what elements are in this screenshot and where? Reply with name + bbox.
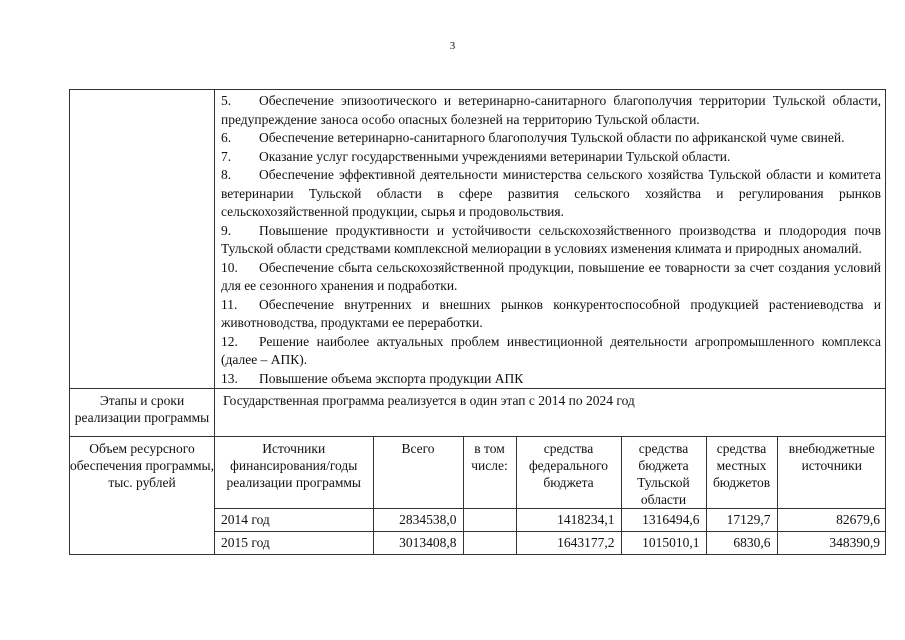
goal-number: 9. — [221, 222, 232, 238]
row-extra: 82679,6 — [777, 509, 886, 532]
goal-text: Обеспечение эпизоотического и ветеринарно-санитарного благополучия территории Тульской области, предупреждение заноса особо опасных болезней на территорию Тульской области. — [221, 93, 881, 127]
goal-text: Обеспечение сбыта сельскохозяйственной продукции, повышение ее товарности за счет создания условий для ее сезонного хранения и подработки. — [221, 259, 881, 293]
row-including — [463, 532, 516, 555]
goal-text: Оказание услуг государственными учреждениями ветеринарии Тульской области. — [259, 148, 731, 164]
header-source: Источники финансирования/годы реализации программы — [215, 437, 373, 509]
row-federal: 1643177,2 — [516, 532, 621, 555]
goal-number: 7. — [221, 148, 232, 164]
row-extra: 348390,9 — [777, 532, 886, 555]
goal-number: 11. — [221, 296, 238, 312]
resources-row — [70, 437, 886, 555]
goal-text: Повышение продуктивности и устойчивости сельскохозяйственного производства и плодородия почв Тульской области средствами комплексной мелиорации в условиях изменения климата и природных аномалий. — [221, 222, 881, 256]
goal-number: 8. — [221, 167, 232, 182]
row-local: 6830,6 — [706, 532, 777, 555]
stages-text: Государственная программа реализуется в один этап с 2014 по 2024 год — [215, 389, 886, 437]
header-regional: средства бюджета Тульской области — [621, 437, 706, 509]
goal-number: 13. — [221, 370, 238, 386]
goals-label-cell — [70, 90, 215, 389]
table-row — [215, 532, 886, 555]
goal-text: Обеспечение эффективной деятельности министерства сельского хозяйства Тульской области и комитета ветеринарии Тульской области в сфере развития сельского хозяйства и регулирования рынков сельскохозяйственной продукции, сырья и продовольствия. — [221, 167, 881, 219]
row-local: 17129,7 — [706, 509, 777, 532]
stages-label: Этапы и сроки реализации программы — [70, 389, 215, 437]
goal-item — [221, 333, 881, 370]
goal-number: 10. — [221, 259, 238, 275]
goal-item — [221, 370, 881, 389]
table-row — [215, 509, 886, 532]
financing-cell — [215, 437, 886, 555]
goal-number: 6. — [221, 130, 232, 145]
header-federal: средства федерального бюджета — [516, 437, 621, 509]
row-regional: 1316494,6 — [621, 509, 706, 532]
row-including — [463, 509, 516, 532]
goal-text: Решение наиболее актуальных проблем инвестиционной деятельности агропромышленного комплекса (далее – АПК). — [221, 333, 881, 367]
goal-item — [221, 296, 881, 333]
resources-label: Объем ресурсного обеспечения программы, тыс. рублей — [70, 437, 215, 555]
header-including: в том числе: — [463, 437, 516, 509]
goal-text: Повышение объема экспорта продукции АПК — [259, 370, 524, 386]
row-year: 2014 год — [215, 509, 373, 532]
row-federal: 1418234,1 — [516, 509, 621, 532]
goals-cell — [215, 90, 886, 389]
goals-row — [70, 90, 886, 389]
financing-table — [215, 437, 886, 554]
goal-item — [221, 148, 881, 167]
page-number: 3 — [449, 40, 456, 52]
header-extra: внебюджетные источники — [777, 437, 886, 509]
row-regional: 1015010,1 — [621, 532, 706, 555]
goal-item — [221, 222, 881, 259]
program-passport-table — [69, 89, 886, 555]
row-year: 2015 год — [215, 532, 373, 555]
stages-row — [70, 389, 886, 437]
row-total: 2834538,0 — [373, 509, 463, 532]
goal-number: 5. — [221, 93, 232, 108]
goal-text: Обеспечение ветеринарно-санитарного благополучия Тульской области по африканской чуме свиней. — [259, 130, 845, 145]
row-total: 3013408,8 — [373, 532, 463, 555]
goal-item — [221, 129, 881, 148]
header-total: Всего — [373, 437, 463, 509]
header-local: средства местных бюджетов — [706, 437, 777, 509]
goal-item — [221, 92, 881, 129]
goal-text: Обеспечение внутренних и внешних рынков конкурентоспособной продукцией растениеводства и животноводства, продуктами ее переработки. — [221, 296, 881, 330]
goal-number: 12. — [221, 333, 238, 349]
goal-item — [221, 166, 881, 222]
financing-header-row — [215, 437, 886, 509]
goal-item — [221, 259, 881, 296]
